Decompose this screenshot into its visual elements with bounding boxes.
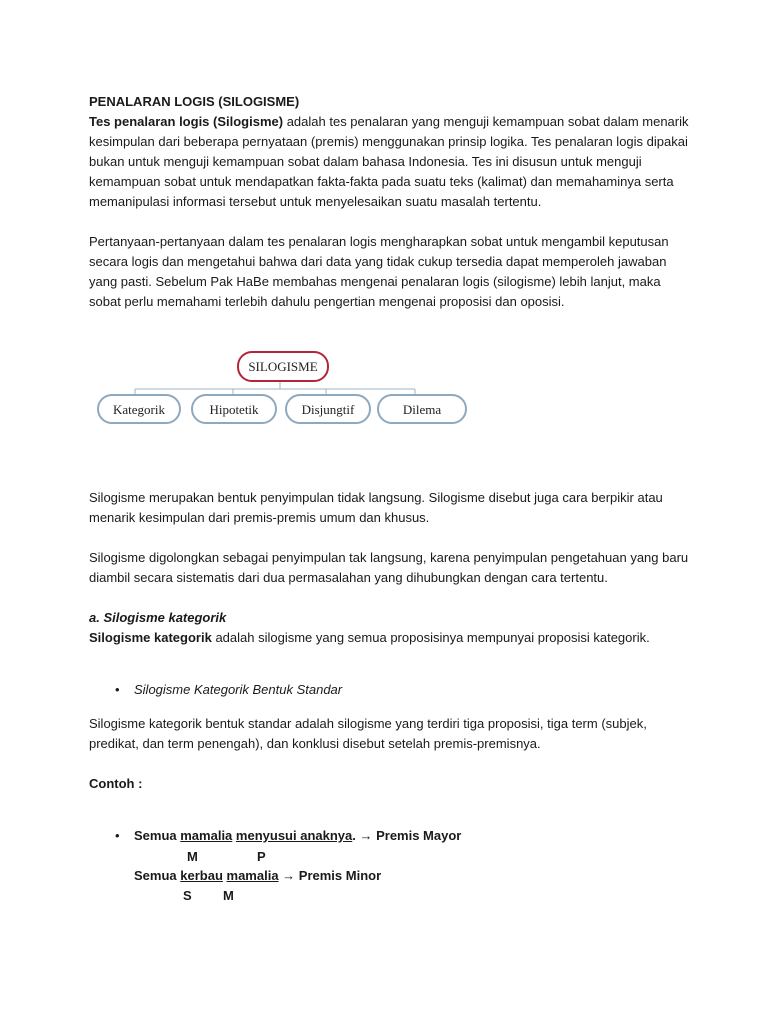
term-mamalia: mamalia <box>180 828 233 843</box>
node-silogisme-label: SILOGISME <box>248 359 318 374</box>
section-a-heading: a. Silogisme kategorik <box>89 610 227 625</box>
label-m-minor: M <box>223 888 234 903</box>
example-word: Semua <box>134 828 181 843</box>
example-word: Semua <box>134 868 181 883</box>
intro-text: adalah tes penalaran yang menguji kemampuan sobat dalam menarik kesimpulan dari beberapa pernyataan (premis) menggunakan prinsip logika. Tes penalaran logis dipakai bukan untuk menguji kemampuan sobat dalam bahasa Indonesia. Tes ini disusun untuk menguji kemampuan sobat untuk mendapatkan fakta-fakta pada suatu teks (kalimat) dan memahaminya serta memanipulasi informasi tersebut untuk menyelesaikan suatu masalah tertentu. <box>89 114 689 209</box>
example-premis-minor <box>134 866 634 886</box>
paragraph-5: Silogisme kategorik bentuk standar adalah silogisme yang terdiri tiga proposisi, tiga term (subjek, predikat, dan term penengah), dan konklusi disebut setelah premis-premisnya. <box>89 716 647 751</box>
paragraph-4: Silogisme digolongkan sebagai penyimpulan tak langsung, karena penyimpulan pengetahuan yang baru diambil secara sistematis dari dua permasalahan yang dihubungkan dengan cara tertentu. <box>89 550 689 585</box>
node-hipotetik-label: Hipotetik <box>209 402 259 417</box>
paragraph-3: Silogisme merupakan bentuk penyimpulan tidak langsung. Silogisme disebut juga cara berpikir atau menarik kesimpulan dari premis-premis umum dan khusus. <box>89 490 663 525</box>
example-premis-mayor <box>134 826 634 846</box>
premis-mayor-label: . → Premis Mayor <box>352 828 462 843</box>
page-title: PENALARAN LOGIS (SILOGISME) <box>89 94 300 109</box>
intro-term: Tes penalaran logis (Silogisme) <box>89 114 284 129</box>
silogisme-diagram-svg <box>90 345 475 435</box>
term-menyusui-anaknya: menyusui anaknya <box>235 828 353 843</box>
section-a-term: Silogisme kategorik <box>89 630 212 645</box>
silogisme-diagram <box>90 345 475 435</box>
term-mamalia-minor: mamalia <box>226 868 279 883</box>
bullet-dot: • <box>115 682 120 697</box>
bullet-dot: • <box>115 828 120 843</box>
intro-paragraph <box>89 112 689 212</box>
premis-minor-label: → Premis Minor <box>278 868 382 883</box>
node-disjungtif-label: Disjungtif <box>301 402 355 417</box>
node-dilema-label: Dilema <box>402 402 442 417</box>
label-p: P <box>257 849 266 864</box>
term-kerbau: kerbau <box>180 868 223 883</box>
node-kategorik-label: Kategorik <box>113 402 165 417</box>
label-s: S <box>183 888 192 903</box>
paragraph-2: Pertanyaan-pertanyaan dalam tes penalaran logis mengharapkan sobat untuk mengambil keputusan secara logis dan mengetahui bahwa dari data yang tidak cukup tersedia dapat memperoleh jawaban yang pasti. Sebelum Pak HaBe membahas mengenai penalaran logis (silogisme) lebih lanjut, maka sobat perlu memahami terlebih dahulu pengertian mengenai proposisi dan oposisi. <box>89 234 669 309</box>
section-a-text: adalah silogisme yang semua proposisinya mempunyai proposisi kategorik. <box>211 630 650 645</box>
section-a-paragraph <box>89 628 689 648</box>
bullet-standard-form: Silogisme Kategorik Bentuk Standar <box>134 682 343 697</box>
label-m: M <box>187 849 198 864</box>
contoh-label: Contoh : <box>89 776 143 791</box>
